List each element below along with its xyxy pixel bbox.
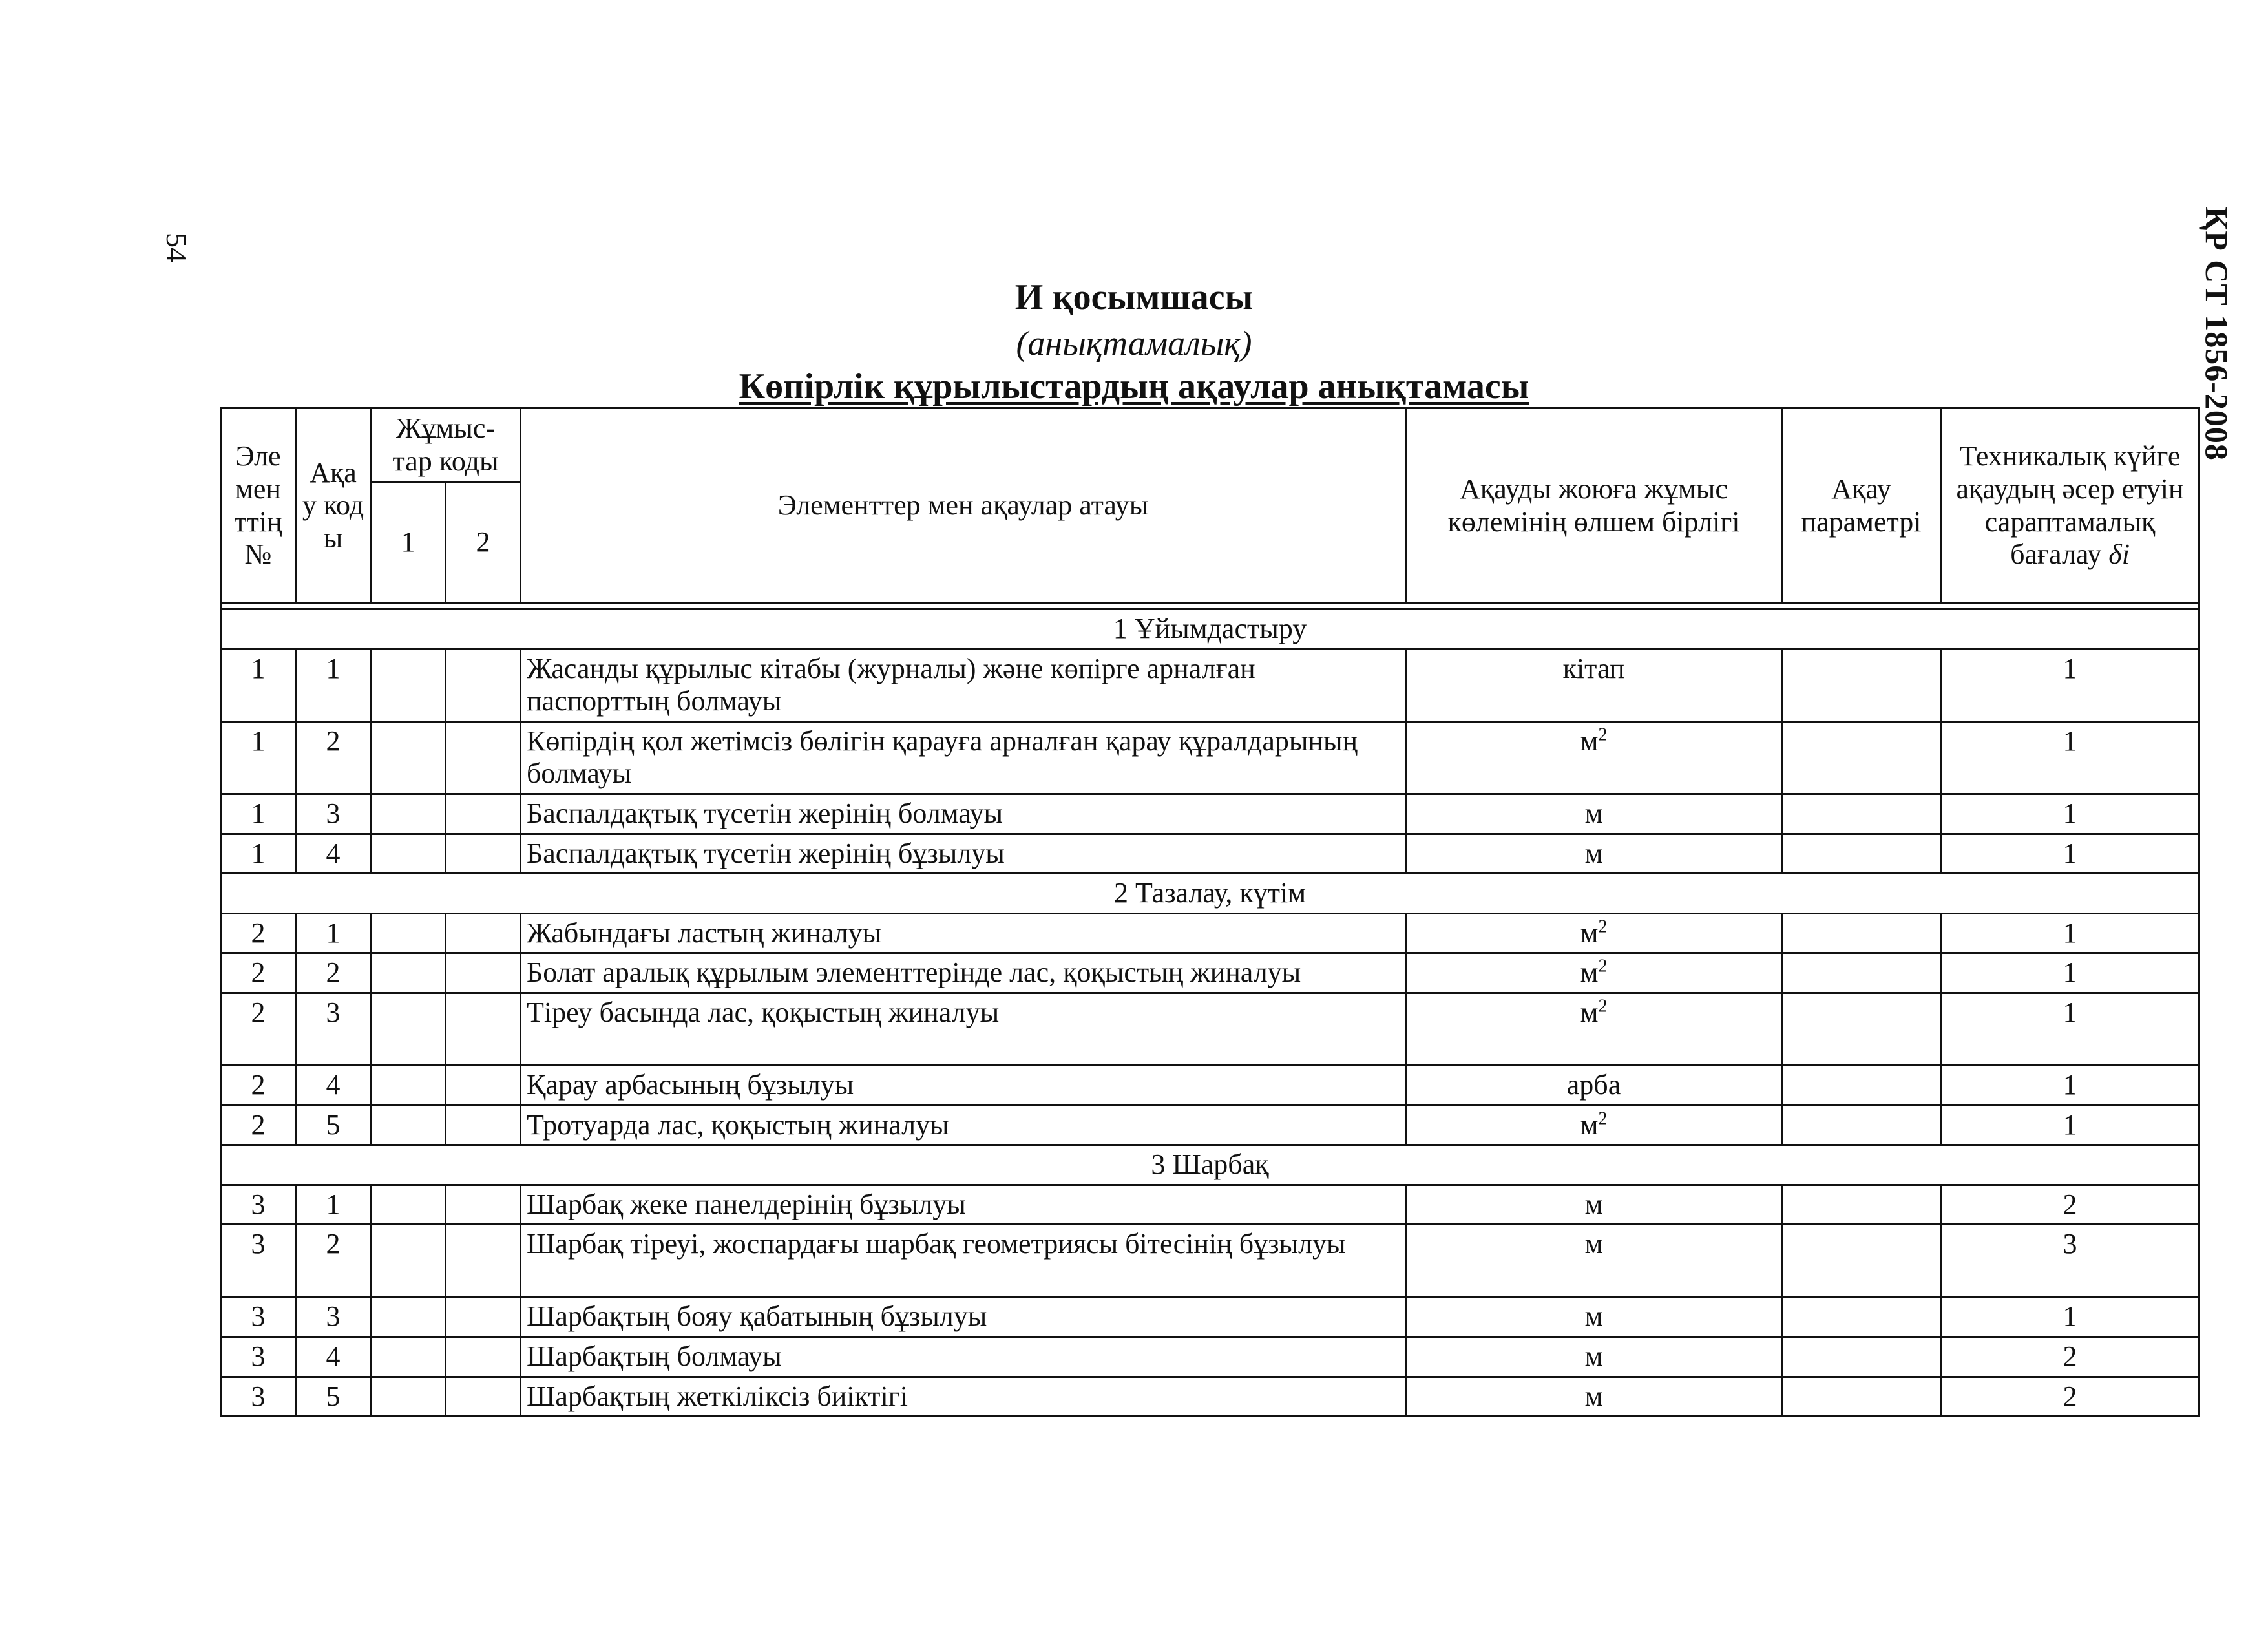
cell-unit: [1406, 1377, 1782, 1417]
cell-work-code-1: [371, 721, 446, 794]
cell-name: Баспалдақтық түсетін жерінің бұзылуы: [521, 834, 1406, 874]
cell-unit: [1406, 1336, 1782, 1377]
cell-parameter: [1782, 1105, 1941, 1145]
cell-parameter: [1782, 794, 1941, 834]
cell-element-no: 3: [221, 1297, 296, 1337]
cell-parameter: [1782, 649, 1941, 721]
cell-unit: [1406, 1225, 1782, 1297]
cell-assessment: 2: [1941, 1336, 2200, 1377]
unit-text: м: [1584, 1380, 1603, 1412]
table-row: [221, 834, 2200, 874]
unit-superscript: 2: [1598, 916, 1608, 937]
cell-work-code-2: [446, 794, 521, 834]
unit-text: м: [1580, 956, 1599, 989]
cell-work-code-2: [446, 721, 521, 794]
cell-name: Шарбақ жеке панелдерінің бұзылуы: [521, 1185, 1406, 1225]
table-row: [221, 1336, 2200, 1377]
annex-title: И қосымшасы: [1014, 277, 1254, 317]
cell-work-code-1: [371, 1225, 446, 1297]
unit-text: арба: [1566, 1068, 1621, 1101]
cell-element-no: 2: [221, 1105, 296, 1145]
cell-work-code-1: [371, 1185, 446, 1225]
cell-name: Тіреу басында лас, қоқыстың жиналуы: [521, 993, 1406, 1065]
cell-unit: [1406, 993, 1782, 1065]
unit-text: м: [1580, 916, 1599, 949]
cell-work-code-1: [371, 953, 446, 993]
cell-parameter: [1782, 834, 1941, 874]
unit-text: м: [1584, 1228, 1603, 1260]
table-row: [221, 993, 2200, 1065]
cell-assessment: 1: [1941, 1065, 2200, 1105]
cell-defect-code: 3: [296, 993, 371, 1065]
cell-name: Шарбақтың бояу қабатының бұзылуы: [521, 1297, 1406, 1337]
unit-superscript: 2: [1598, 724, 1608, 745]
cell-work-code-1: [371, 1336, 446, 1377]
header-name: Элементтер мен ақаулар атауы: [521, 408, 1406, 604]
cell-work-code-2: [446, 1225, 521, 1297]
cell-name: Тротуарда лас, қоқыстың жиналуы: [521, 1105, 1406, 1145]
table-row: [221, 794, 2200, 834]
header-assessment: [1941, 408, 2200, 604]
header-unit: Ақауды жоюға жұмыс көлемінің өлшем бірлігі: [1406, 408, 1782, 604]
unit-superscript: 2: [1598, 1108, 1608, 1128]
header-work-code-2: 2: [446, 482, 521, 604]
cell-parameter: [1782, 1336, 1941, 1377]
cell-unit: [1406, 953, 1782, 993]
cell-assessment: 1: [1941, 721, 2200, 794]
cell-defect-code: 5: [296, 1377, 371, 1417]
header-element-no: Эле мен ттің №: [221, 408, 296, 604]
cell-defect-code: 1: [296, 913, 371, 953]
header-defect-code: Ақа у код ы: [296, 408, 371, 604]
cell-work-code-1: [371, 1297, 446, 1337]
cell-defect-code: 1: [296, 649, 371, 721]
table-row: [221, 1065, 2200, 1105]
cell-assessment: 1: [1941, 1297, 2200, 1337]
cell-element-no: 3: [221, 1377, 296, 1417]
cell-assessment: 1: [1941, 993, 2200, 1065]
cell-assessment: 1: [1941, 649, 2200, 721]
section-row: [221, 609, 2200, 650]
page-number: 54: [160, 233, 193, 262]
cell-work-code-1: [371, 913, 446, 953]
cell-name: Баспалдақтық түсетін жерінің болмауы: [521, 794, 1406, 834]
cell-defect-code: 1: [296, 1185, 371, 1225]
cell-parameter: [1782, 1377, 1941, 1417]
cell-work-code-1: [371, 649, 446, 721]
cell-defect-code: 3: [296, 1297, 371, 1337]
unit-text: м: [1584, 837, 1603, 869]
cell-assessment: 3: [1941, 1225, 2200, 1297]
unit-text: м: [1580, 1108, 1599, 1141]
cell-parameter: [1782, 1065, 1941, 1105]
cell-element-no: 2: [221, 1065, 296, 1105]
header-assessment-symbol: δi: [2108, 538, 2130, 571]
cell-work-code-1: [371, 834, 446, 874]
cell-parameter: [1782, 913, 1941, 953]
cell-defect-code: 5: [296, 1105, 371, 1145]
table-row: [221, 1185, 2200, 1225]
cell-work-code-2: [446, 834, 521, 874]
cell-element-no: 2: [221, 913, 296, 953]
cell-name: Шарбақтың болмауы: [521, 1336, 1406, 1377]
cell-parameter: [1782, 1185, 1941, 1225]
header-parameter: Ақау параметрі: [1782, 408, 1941, 604]
table-row: [221, 649, 2200, 721]
cell-name: Шарбақтың жеткіліксіз биіктігі: [521, 1377, 1406, 1417]
cell-unit: [1406, 834, 1782, 874]
cell-unit: [1406, 1065, 1782, 1105]
cell-assessment: 2: [1941, 1185, 2200, 1225]
unit-text: м: [1584, 1188, 1603, 1220]
cell-name: Қарау арбасының бұзылуы: [521, 1065, 1406, 1105]
cell-assessment: 1: [1941, 834, 2200, 874]
table-row: [221, 1225, 2200, 1297]
cell-name: Болат аралық құрылым элементтерінде лас, қоқыстың жиналуы: [521, 953, 1406, 993]
cell-assessment: 1: [1941, 794, 2200, 834]
cell-work-code-1: [371, 794, 446, 834]
cell-element-no: 2: [221, 953, 296, 993]
unit-text: м: [1584, 1340, 1603, 1372]
cell-defect-code: 4: [296, 834, 371, 874]
cell-parameter: [1782, 721, 1941, 794]
cell-assessment: 1: [1941, 953, 2200, 993]
table-body: [221, 604, 2200, 1417]
table-row: [221, 913, 2200, 953]
unit-text: м: [1584, 797, 1603, 829]
cell-element-no: 3: [221, 1225, 296, 1297]
cell-unit: [1406, 1105, 1782, 1145]
cell-name: Шарбақ тіреуі, жоспардағы шарбақ геометриясы бітесінің бұзылуы: [521, 1225, 1406, 1297]
cell-parameter: [1782, 1297, 1941, 1337]
cell-defect-code: 4: [296, 1065, 371, 1105]
cell-name: Жасанды құрылыс кітабы (журналы) және көпірге арналған паспорттың болмауы: [521, 649, 1406, 721]
table-row: [221, 721, 2200, 794]
cell-unit: [1406, 721, 1782, 794]
header-work-codes: Жұмыс-тар коды: [371, 408, 521, 482]
header-gap: [221, 604, 2200, 609]
cell-work-code-2: [446, 993, 521, 1065]
cell-work-code-1: [371, 993, 446, 1065]
cell-parameter: [1782, 953, 1941, 993]
cell-work-code-1: [371, 1105, 446, 1145]
unit-text: кітап: [1562, 652, 1625, 684]
section-title: 3 Шарбақ: [221, 1145, 2200, 1185]
cell-parameter: [1782, 993, 1941, 1065]
cell-element-no: 1: [221, 649, 296, 721]
table-row: [221, 1297, 2200, 1337]
cell-element-no: 3: [221, 1336, 296, 1377]
unit-text: м: [1584, 1300, 1603, 1333]
cell-defect-code: 2: [296, 1225, 371, 1297]
cell-defect-code: 2: [296, 953, 371, 993]
cell-element-no: 2: [221, 993, 296, 1065]
table-title: Көпірлік құрылыстардың ақаулар анықтамасы: [739, 366, 1529, 407]
cell-name: Көпірдің қол жетімсіз бөлігін қарауға арналған қарау құралдарының болмауы: [521, 721, 1406, 794]
cell-work-code-2: [446, 1105, 521, 1145]
cell-defect-code: 3: [296, 794, 371, 834]
table-row: [221, 953, 2200, 993]
unit-text: м: [1580, 996, 1599, 1028]
header-assessment-text: Техникалық күйге ақаудың әсер етуін сараптамалық бағалау: [1956, 440, 2184, 571]
table-row: [221, 1377, 2200, 1417]
cell-element-no: 1: [221, 834, 296, 874]
cell-work-code-2: [446, 1336, 521, 1377]
cell-work-code-2: [446, 913, 521, 953]
cell-work-code-2: [446, 1377, 521, 1417]
cell-unit: [1406, 1297, 1782, 1337]
cell-name: Жабындағы ластың жиналуы: [521, 913, 1406, 953]
cell-parameter: [1782, 1225, 1941, 1297]
cell-work-code-2: [446, 953, 521, 993]
cell-work-code-1: [371, 1377, 446, 1417]
unit-text: м: [1580, 724, 1599, 757]
section-title: 1 Ұйымдастыру: [221, 609, 2200, 650]
cell-defect-code: 4: [296, 1336, 371, 1377]
cell-unit: [1406, 649, 1782, 721]
section-row: [221, 874, 2200, 914]
cell-unit: [1406, 913, 1782, 953]
cell-work-code-2: [446, 1185, 521, 1225]
unit-superscript: 2: [1598, 956, 1608, 977]
table-row: [221, 1105, 2200, 1145]
header-work-code-1: 1: [371, 482, 446, 604]
cell-element-no: 3: [221, 1185, 296, 1225]
cell-work-code-2: [446, 649, 521, 721]
section-row: [221, 1145, 2200, 1185]
cell-element-no: 1: [221, 721, 296, 794]
cell-unit: [1406, 794, 1782, 834]
section-title: 2 Тазалау, күтім: [221, 874, 2200, 914]
cell-assessment: 1: [1941, 913, 2200, 953]
cell-assessment: 1: [1941, 1105, 2200, 1145]
cell-assessment: 2: [1941, 1377, 2200, 1417]
standard-code: ҚР СТ 1856-2008: [2199, 207, 2235, 461]
cell-work-code-1: [371, 1065, 446, 1105]
defects-table: [220, 407, 2200, 1417]
annex-type: (анықтамалық): [1016, 324, 1252, 363]
cell-unit: [1406, 1185, 1782, 1225]
unit-superscript: 2: [1598, 996, 1608, 1017]
cell-element-no: 1: [221, 794, 296, 834]
cell-work-code-2: [446, 1297, 521, 1337]
cell-work-code-2: [446, 1065, 521, 1105]
cell-defect-code: 2: [296, 721, 371, 794]
